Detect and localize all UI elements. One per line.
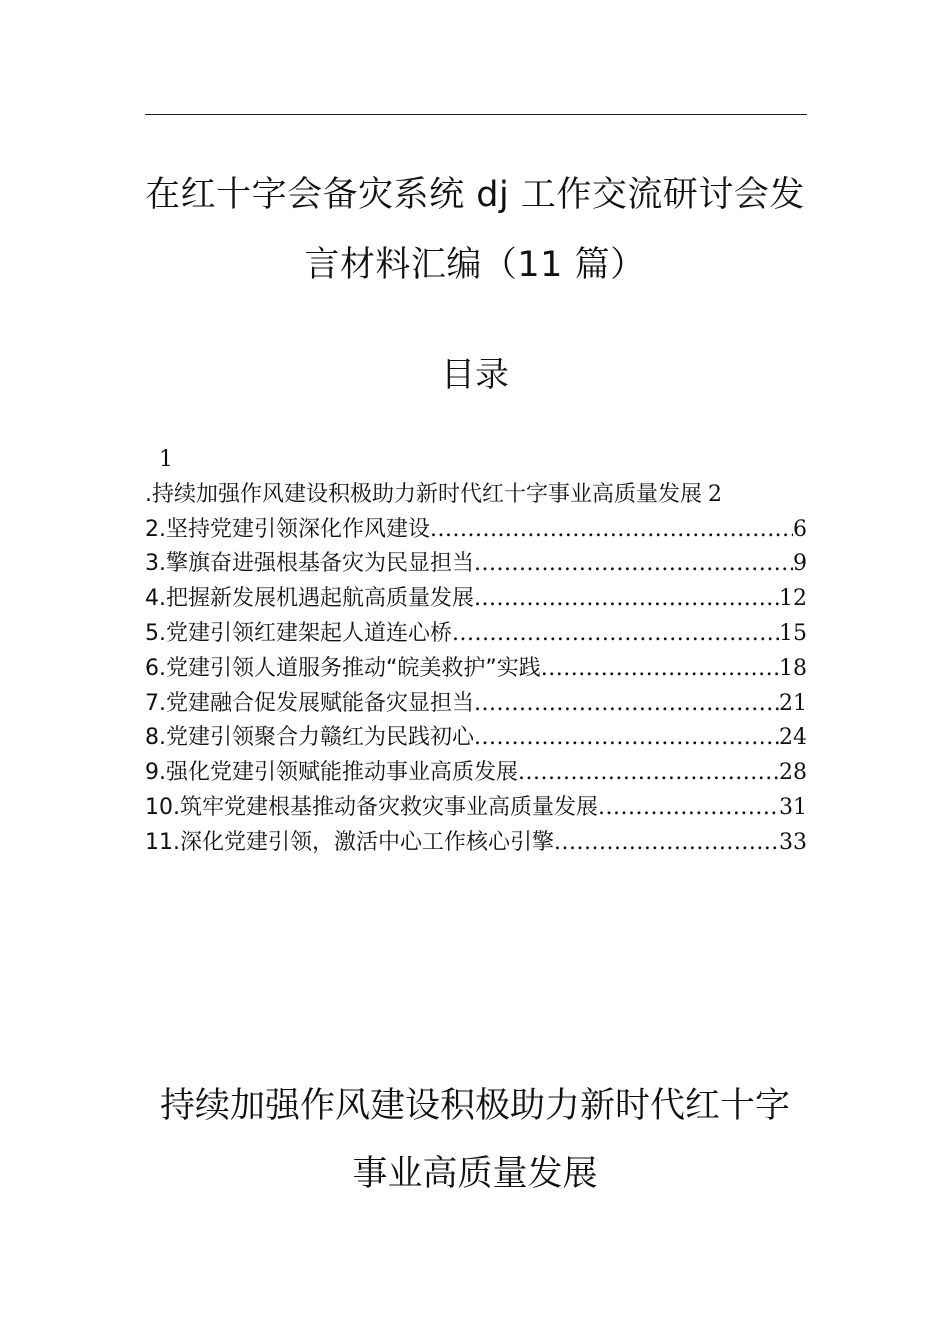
toc-dot-leader — [452, 617, 779, 652]
toc-entry[interactable] — [145, 756, 807, 791]
toc-entry[interactable] — [145, 478, 807, 513]
toc-entry[interactable] — [145, 582, 807, 617]
toc-entry-label: 7.党建融合促发展赋能备灾显担当 — [145, 690, 474, 716]
toc-entry[interactable] — [145, 687, 807, 722]
toc-entry[interactable] — [145, 826, 807, 861]
toc-entry-label: 4.把握新发展机遇起航高质量发展 — [145, 586, 474, 612]
toc-dot-leader — [554, 826, 779, 861]
toc-entry-page: 2 — [708, 481, 722, 507]
toc-entry[interactable] — [145, 721, 807, 756]
toc-entry-page: 24 — [779, 725, 807, 751]
toc-first-number: 1 — [159, 447, 173, 472]
toc-entry-label: 6.党建引领人道服务推动“皖美救护”实践 — [145, 655, 541, 681]
section-title-line-1: 持续加强作风建设积极助力新时代红十字 — [159, 1086, 790, 1126]
toc-dot-leader — [518, 756, 779, 791]
toc-entry-page: 18 — [779, 655, 807, 681]
section-title-line-2: 事业高质量发展 — [352, 1154, 598, 1194]
toc-entry-label: 2.坚持党建引领深化作风建设 — [145, 516, 430, 542]
toc-heading: 目录 — [441, 355, 509, 395]
toc-entry-page: 33 — [779, 829, 807, 855]
header-rule — [145, 114, 807, 115]
toc-entry[interactable] — [145, 513, 807, 548]
toc-entry-page: 21 — [779, 690, 807, 716]
toc-entry-page: 12 — [779, 586, 807, 612]
toc-entry-page: 9 — [793, 551, 807, 577]
toc-entry-label: 8.党建引领聚合力赣红为民践初心 — [145, 725, 474, 751]
toc-dot-leader — [541, 652, 779, 687]
table-of-contents — [145, 443, 807, 861]
toc-entry-label: 10.筑牢党建根基推动备灾救灾事业高质量发展 — [145, 794, 598, 820]
section-title — [120, 1072, 830, 1208]
toc-entry-label: .持续加强作风建设积极助力新时代红十字事业高质量发展 — [145, 481, 702, 507]
toc-entry-page: 15 — [779, 620, 807, 646]
toc-entry[interactable] — [145, 791, 807, 826]
toc-entry-label: 9.强化党建引领赋能推动事业高质发展 — [145, 760, 518, 786]
toc-dot-leader — [474, 582, 779, 617]
toc-dot-leader — [598, 791, 779, 826]
toc-entry[interactable] — [145, 652, 807, 687]
toc-dot-leader — [474, 687, 779, 722]
toc-dot-leader — [474, 547, 793, 582]
toc-entry-label: 11.深化党建引领，激活中心工作核心引擎 — [145, 829, 554, 855]
toc-entry-page: 6 — [793, 516, 807, 542]
toc-dot-leader — [430, 513, 793, 548]
toc-dot-leader — [474, 721, 779, 756]
document-title-line-2: 言材料汇编（11 篇） — [304, 245, 646, 285]
toc-entry[interactable] — [145, 547, 807, 582]
toc-entries — [145, 478, 807, 861]
toc-entry[interactable] — [145, 617, 807, 652]
toc-entry-label: 3.擎旗奋进强根基备灾为民显担当 — [145, 551, 474, 577]
document-title-line-1: 在红十字会备灾系统 dj 工作交流研讨会发 — [145, 175, 805, 215]
toc-entry-page: 28 — [779, 760, 807, 786]
document-title — [130, 160, 820, 300]
toc-entry-page: 31 — [779, 794, 807, 820]
toc-entry-label: 5.党建引领红建架起人道连心桥 — [145, 620, 452, 646]
